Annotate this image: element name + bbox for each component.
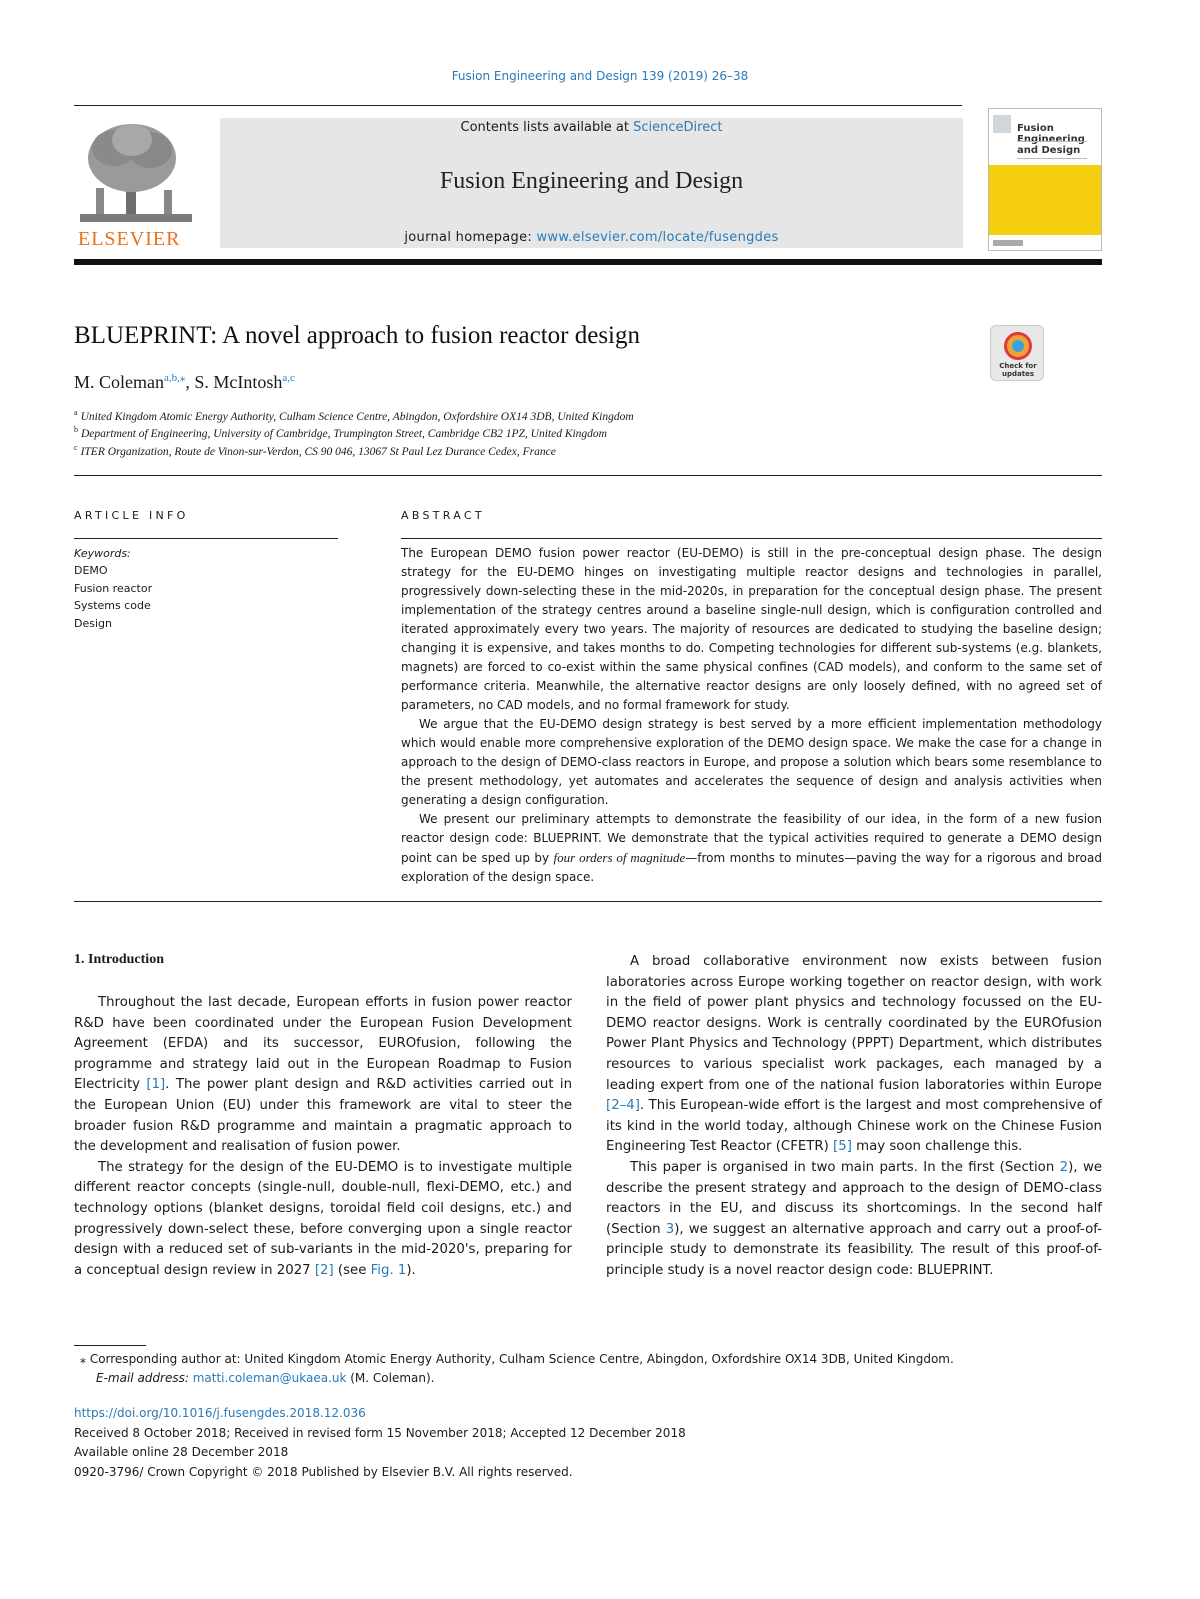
email-suffix: (M. Coleman). bbox=[346, 1371, 435, 1385]
affil-text: United Kingdom Atomic Energy Authority, Culham Science Centre, Abingdon, Oxfordshire OX14 3DB, United Kingdom bbox=[80, 410, 634, 423]
homepage-line bbox=[220, 230, 963, 245]
email-link[interactable]: matti.coleman@ukaea.uk bbox=[192, 1371, 347, 1385]
article-info-rule bbox=[74, 538, 338, 539]
journal-title: Fusion Engineering and Design bbox=[439, 168, 744, 194]
abstract-text: We present our preliminary attempts to demonstrate the feasibility of our idea, in the form of a new fusion reactor design code: BLUEPRINT. We demonstrate that the typical activities required to generate a DEMO design point can be sped up by bbox=[401, 812, 1102, 865]
section-link[interactable]: 3 bbox=[665, 1221, 675, 1237]
author-separator: , bbox=[185, 372, 195, 392]
body-text: ). bbox=[406, 1262, 416, 1278]
footnote-rule bbox=[74, 1345, 146, 1346]
affil-marker: c bbox=[74, 443, 78, 452]
doi-link[interactable]: https://doi.org/10.1016/j.fusengdes.2018.12.036 bbox=[74, 1406, 366, 1420]
affil-marker: a bbox=[74, 408, 78, 417]
affil-text: Department of Engineering, University of Cambridge, Trumpington Street, Cambridge CB2 1PZ, United Kingdom bbox=[81, 427, 607, 440]
sciencedirect-link[interactable]: ScienceDirect bbox=[633, 120, 723, 135]
abstract-rule bbox=[401, 538, 1102, 539]
check-updates-label: Check for updates bbox=[999, 362, 1037, 378]
article-info-heading: ARTICLE INFO bbox=[74, 509, 189, 522]
body-text: (see bbox=[333, 1262, 371, 1278]
article-title: BLUEPRINT: A novel approach to fusion reactor design bbox=[74, 322, 641, 349]
header-rule bbox=[74, 105, 962, 106]
affiliation-a bbox=[74, 408, 634, 423]
corresponding-author-footnote bbox=[74, 1350, 954, 1388]
email-label: E-mail address: bbox=[96, 1371, 189, 1385]
cover-rules bbox=[1017, 141, 1087, 159]
body-text: ), we describe the present strategy and approach to the design of DEMO-class reactors in the EU, and discuss its shortcomings. In the second half (Section bbox=[606, 1159, 1102, 1237]
body-paragraph bbox=[74, 993, 572, 1158]
elsevier-wordmark: ELSEVIER bbox=[78, 228, 181, 250]
footnote-text: Corresponding author at: United Kingdom Atomic Energy Authority, Culham Science Centre, Abingdon, Oxfordshire OX14 3DB, United Kingdom. bbox=[86, 1352, 954, 1366]
check-for-updates-button[interactable] bbox=[990, 325, 1044, 381]
header-thick-rule bbox=[74, 259, 1102, 265]
homepage-link[interactable]: www.elsevier.com/locate/fusengdes bbox=[536, 230, 779, 245]
citation-link[interactable]: [5] bbox=[833, 1139, 852, 1155]
cover-yellow-band bbox=[989, 165, 1101, 235]
affil-text: ITER Organization, Route de Vinon-sur-Verdon, CS 90 046, 13067 St Paul Lez Durance Cedex, France bbox=[80, 445, 556, 458]
section-rule bbox=[74, 475, 1102, 476]
copyright-line: 0920-3796/ Crown Copyright © 2018 Published by Elsevier B.V. All rights reserved. bbox=[74, 1464, 573, 1479]
cover-foot bbox=[993, 240, 1023, 246]
author-list bbox=[74, 371, 295, 393]
affil-marker: b bbox=[74, 425, 78, 434]
author-name[interactable]: S. McIntosh bbox=[194, 372, 283, 392]
affiliation-b bbox=[74, 425, 607, 440]
journal-citation-link[interactable]: Fusion Engineering and Design 139 (2019) 26–38 bbox=[451, 69, 749, 83]
citation-link[interactable]: [2–4] bbox=[606, 1098, 640, 1114]
article-history bbox=[74, 1404, 686, 1482]
abstract-text: —from months to minutes—paving the way for a rigorous and broad exploration of the design space. bbox=[401, 851, 1102, 884]
section-rule bbox=[74, 901, 1102, 902]
keywords-list bbox=[74, 545, 152, 632]
body-text: Throughout the last decade, European efforts in fusion power reactor R&D have been coordinated under the European Fusion Development Agreement (EFDA) and its successor, EUROfusion, following the programme and strategy laid out in the European Roadmap to Fusion Electricity bbox=[74, 995, 572, 1093]
author-affil-sup[interactable]: a,b,⁎ bbox=[164, 372, 186, 384]
abstract-body bbox=[401, 544, 1102, 887]
keyword-item: DEMO bbox=[74, 564, 108, 578]
footnote-email-line bbox=[74, 1369, 954, 1388]
body-column-right bbox=[606, 952, 1102, 1282]
body-paragraph bbox=[74, 1158, 572, 1282]
journal-cover-thumbnail[interactable] bbox=[988, 108, 1102, 251]
author-affil-sup[interactable]: a,c bbox=[282, 372, 295, 384]
cover-title: Fusion Engineering and Design bbox=[1017, 123, 1085, 156]
body-paragraph bbox=[606, 952, 1102, 1158]
keywords-label: Keywords: bbox=[74, 547, 131, 560]
citation-link[interactable]: [1] bbox=[146, 1077, 166, 1093]
keyword-item: Fusion reactor bbox=[74, 581, 153, 595]
check-updates-icon bbox=[1004, 332, 1032, 360]
abstract-heading: ABSTRACT bbox=[401, 509, 485, 522]
cover-logo-icon bbox=[993, 115, 1011, 133]
body-text: This paper is organised in two main parts. In the first (Section bbox=[630, 1159, 1060, 1175]
body-text: A broad collaborative environment now exists between fusion laboratories across Europe working together on reactor design, with work in the field of power plant physics and technology focussed on the EU-DEMO reactor designs. Work is centrally coordinated by the EUROfusion Power Plant Physics and Technology (PPPT) Department, which distributes resources to various specialist work packages, each managed by a leading expert from one of the national fusion laboratories within Europe bbox=[606, 954, 1102, 1093]
abstract-paragraph: The European DEMO fusion power reactor (EU-DEMO) is still in the pre-conceptual design phase. The design strategy for the EU-DEMO hinges on investigating multiple reactor designs and technologies in parallel, progressively down-selecting these in the mid-2020s, in preparation for the conceptual design phase. The present implementation of the strategy centres around a baseline single-null design, which is configuration controlled and iterated approximately every two years. The majority of resources are dedicated to studying the baseline design; changing it is expensive, and takes months to do. Competing technologies for different sub-systems (e.g. blankets, magnets) are forced to co-exist within the same physical confines (CAD models), and conform to the same set of performance criteria. Meanwhile, the alternative reactor designs are only loosely defined, with no agreed set of parameters, no CAD models, and no formal framework for study. bbox=[401, 546, 1102, 712]
contents-line bbox=[220, 120, 963, 135]
abstract-paragraph bbox=[401, 810, 1102, 887]
abstract-emphasis: four orders of magnitude bbox=[553, 850, 686, 865]
body-text: The strategy for the design of the EU-DEMO is to investigate multiple different reactor concepts (single-null, double-null, flexi-DEMO, etc.) and technology options (blanket designs, toroidal field coil designs, etc.) and progressively down-select these, before converging upon a single reactor design with a reduced set of sub-variants in the mid-2020's, preparing for a conceptual design review in 2027 bbox=[74, 1159, 572, 1278]
body-text: ), we suggest an alternative approach and carry out a proof-of-principle study to demonstrate its feasibility. The result of this proof-of-principle study is a novel reactor design code: BLUEPRINT. bbox=[606, 1221, 1102, 1278]
author-name[interactable]: M. Coleman bbox=[74, 372, 164, 392]
section-link[interactable]: 2 bbox=[1059, 1159, 1069, 1175]
figure-link[interactable]: Fig. 1 bbox=[370, 1262, 407, 1278]
footnote-marker: ⁎ bbox=[80, 1352, 86, 1366]
body-text: . This European-wide effort is the largest and most comprehensive of its kind in the world today, although Chinese work on the Chinese Fusion Engineering Test Reactor (CFETR) bbox=[606, 1098, 1102, 1155]
contents-prefix: Contents lists available at bbox=[460, 120, 634, 135]
abstract-paragraph: We argue that the EU-DEMO design strategy is best served by a more efficient implementation methodology which would enable more comprehensive exploration of the DEMO design space. We make the case for a change in approach to the design of DEMO-class reactors in Europe, and propose a solution which bears some resemblance to the present methodology, yet automates and accelerates the sequence of design and analysis activities when generating a design configuration. bbox=[401, 717, 1102, 807]
body-text: may soon challenge this. bbox=[851, 1139, 1023, 1155]
footnote-line bbox=[74, 1350, 954, 1369]
available-online: Available online 28 December 2018 bbox=[74, 1445, 289, 1460]
received-dates: Received 8 October 2018; Received in revised form 15 November 2018; Accepted 12 December 2018 bbox=[74, 1425, 686, 1440]
keyword-item: Design bbox=[74, 616, 112, 630]
affiliation-c bbox=[74, 443, 556, 458]
body-paragraph bbox=[606, 1158, 1102, 1282]
citation-link[interactable]: [2] bbox=[314, 1262, 334, 1278]
homepage-prefix: journal homepage: bbox=[404, 230, 537, 245]
body-column-left bbox=[74, 993, 572, 1281]
body-text: . The power plant design and R&D activities carried out in the European Union (EU) under this framework are vital to steer the broader fusion R&D programme and maintain a pragmatic approach to the development and realisation of fusion power. bbox=[74, 1077, 572, 1155]
keyword-item: Systems code bbox=[74, 599, 151, 613]
section-heading-introduction: 1. Introduction bbox=[74, 952, 164, 967]
